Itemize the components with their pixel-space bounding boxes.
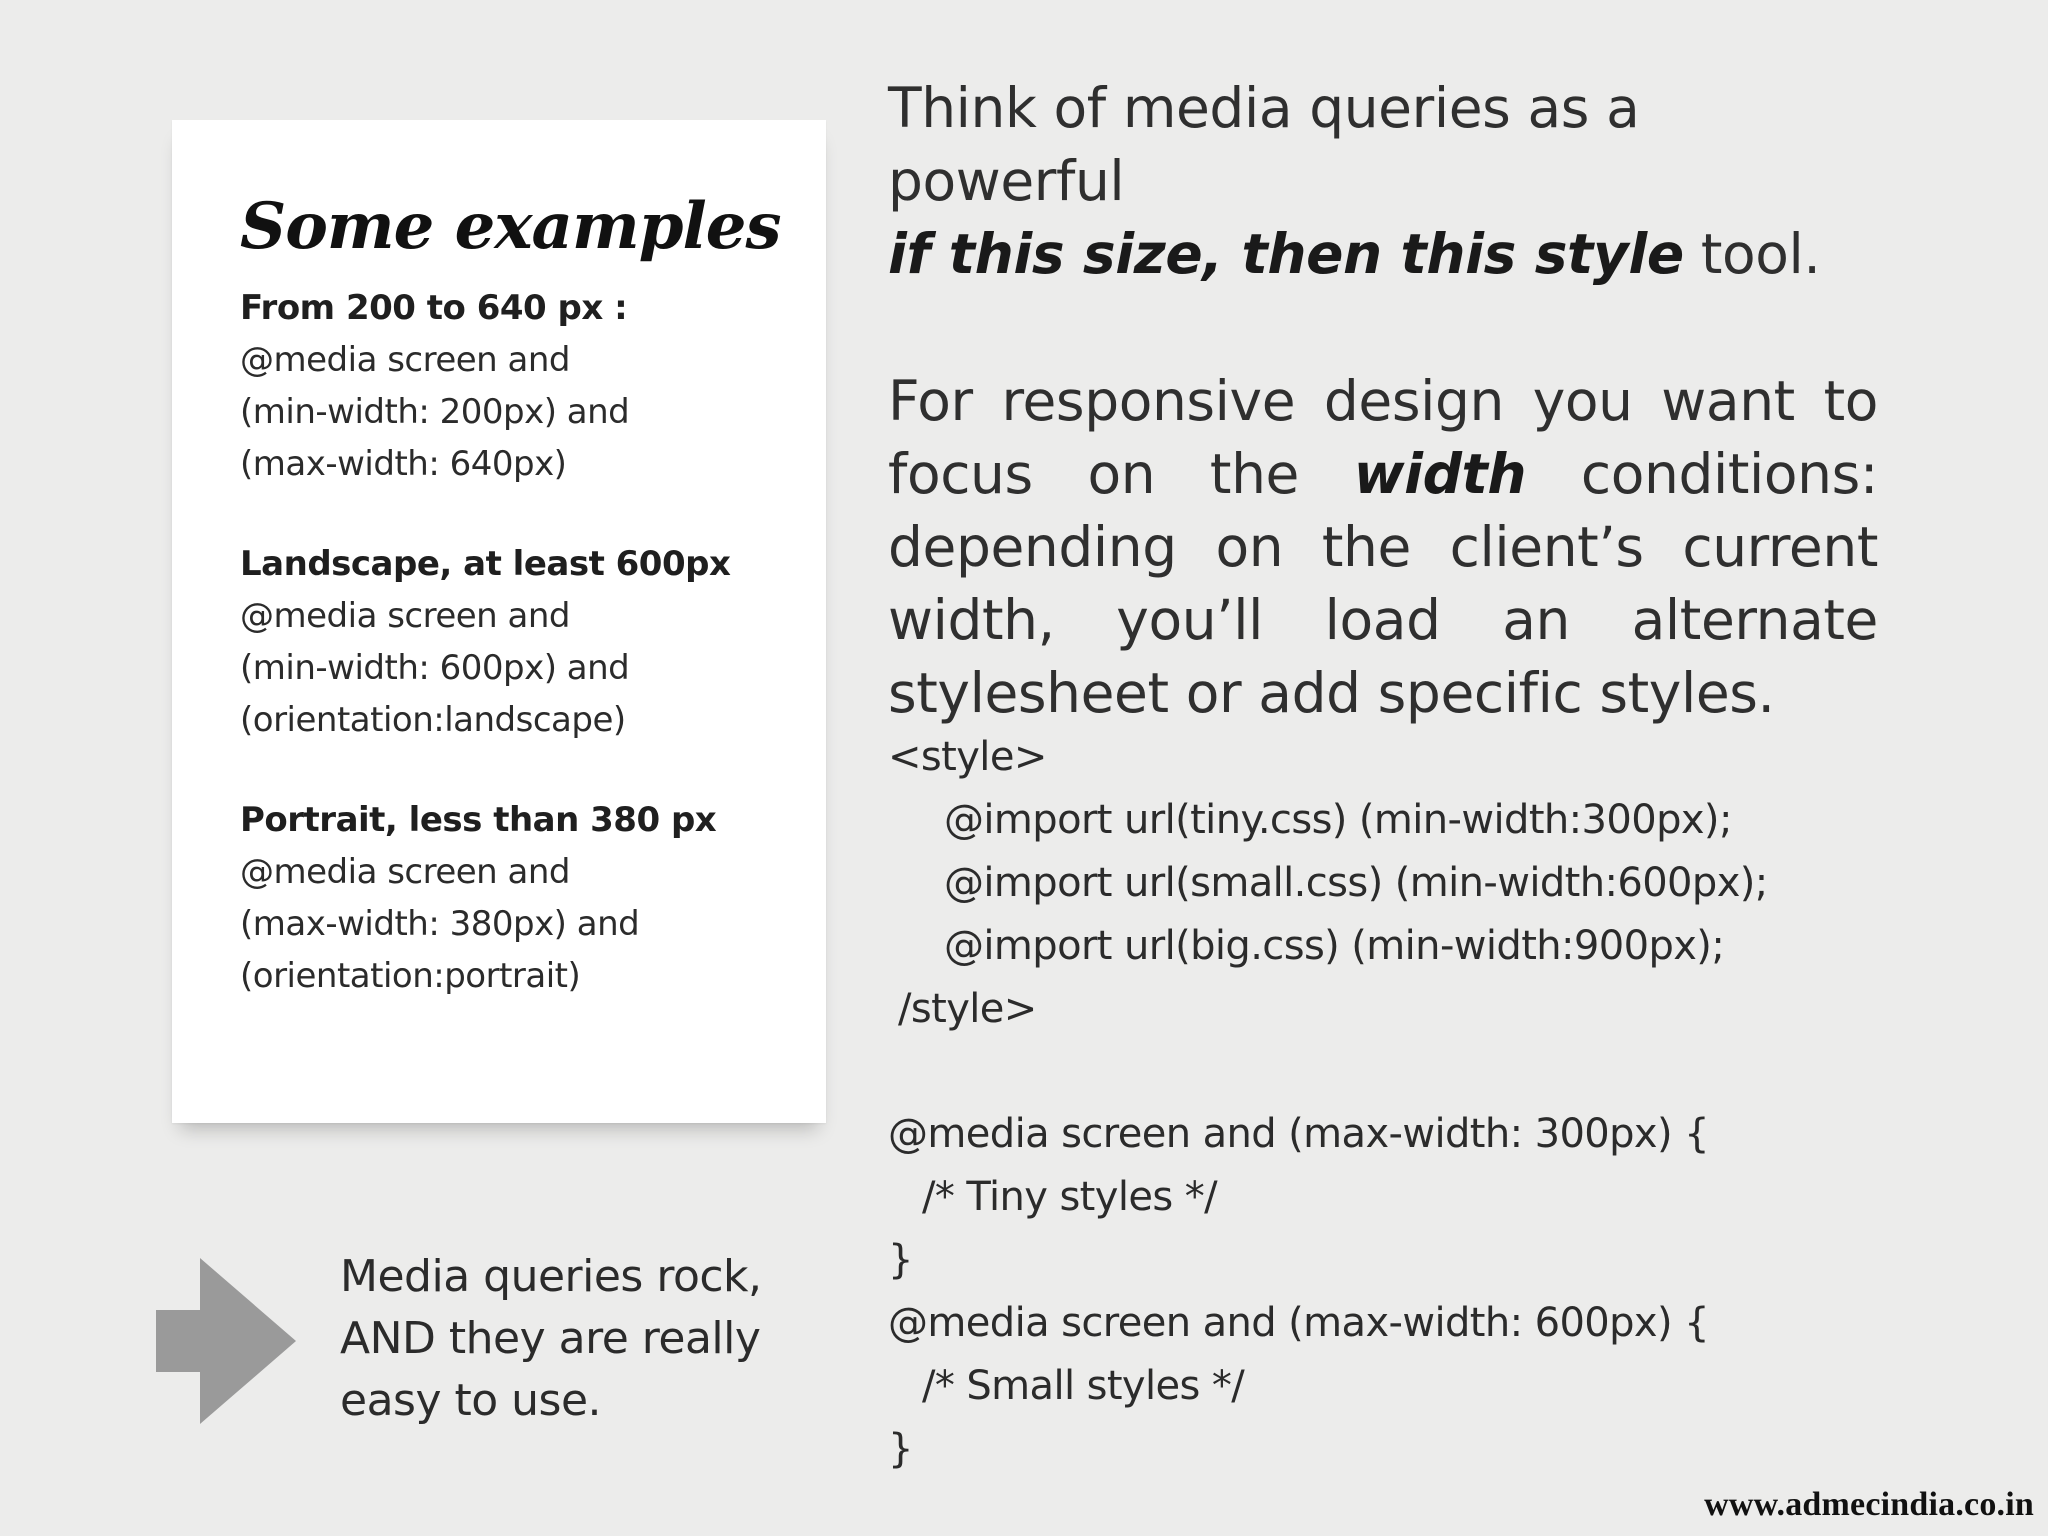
example-portrait [240, 794, 826, 1002]
example-code-line: (min-width: 200px) and [240, 392, 630, 433]
example-code-line: @media screen and [240, 340, 571, 381]
callout-text [340, 1246, 820, 1432]
intro-paragraph-1 [888, 72, 1878, 291]
example-code-line: (orientation:portrait) [240, 956, 581, 997]
code-style-close: /style> [898, 986, 1037, 1032]
arrow-right-icon [156, 1258, 296, 1424]
example-code-line: (min-width: 600px) and [240, 648, 630, 689]
code-block [888, 726, 1888, 1481]
example-heading: Portrait, less than 380 px [240, 800, 717, 841]
intro-text-segment: conditions: depending on the client’s current width, you’ll load an alternate stylesheet or add specific styles. [888, 442, 1878, 725]
intro-text-segment: Think of media queries as a powerful [888, 76, 1640, 213]
example-code-line: @media screen and [240, 852, 571, 893]
example-range [240, 282, 826, 490]
intro-text-segment: tool. [1683, 222, 1821, 286]
example-code-line: (max-width: 640px) [240, 444, 567, 485]
code-style-open: <style> [888, 734, 1047, 780]
card-title: Some examples [240, 189, 781, 264]
examples-card [172, 120, 826, 1123]
code-comment: /* Small styles */ [922, 1363, 1245, 1409]
example-code-line: @media screen and [240, 596, 571, 637]
callout-line: Media queries rock, [340, 1251, 762, 1302]
intro-emphasis: if this size, then this style [888, 222, 1684, 286]
intro-paragraph-2 [888, 365, 1878, 730]
code-media-rule: @media screen and (max-width: 600px) { [888, 1300, 1709, 1346]
example-code-line: (orientation:landscape) [240, 700, 626, 741]
intro-text-segment: For responsive design you want to focus on the [888, 369, 1878, 506]
code-close-brace: } [888, 1426, 913, 1472]
callout-line: AND they are really [340, 1313, 761, 1364]
example-heading: Landscape, at least 600px [240, 544, 731, 585]
code-import-line: @import url(big.css) (min-width:900px); [944, 923, 1725, 969]
callout-line: easy to use. [340, 1375, 602, 1426]
code-import-line: @import url(tiny.css) (min-width:300px); [944, 797, 1732, 843]
code-media-rule: @media screen and (max-width: 300px) { [888, 1111, 1709, 1157]
code-close-brace: } [888, 1237, 913, 1283]
intro-emphasis: width [1353, 442, 1527, 506]
code-comment: /* Tiny styles */ [922, 1174, 1217, 1220]
example-landscape [240, 538, 826, 746]
example-heading: From 200 to 640 px : [240, 288, 628, 329]
code-import-line: @import url(small.css) (min-width:600px); [944, 860, 1768, 906]
code-spacer [888, 1041, 1888, 1103]
example-code-line: (max-width: 380px) and [240, 904, 640, 945]
intro-text [888, 72, 1878, 730]
footer-url: www.admecindia.co.in [1704, 1486, 2034, 1523]
